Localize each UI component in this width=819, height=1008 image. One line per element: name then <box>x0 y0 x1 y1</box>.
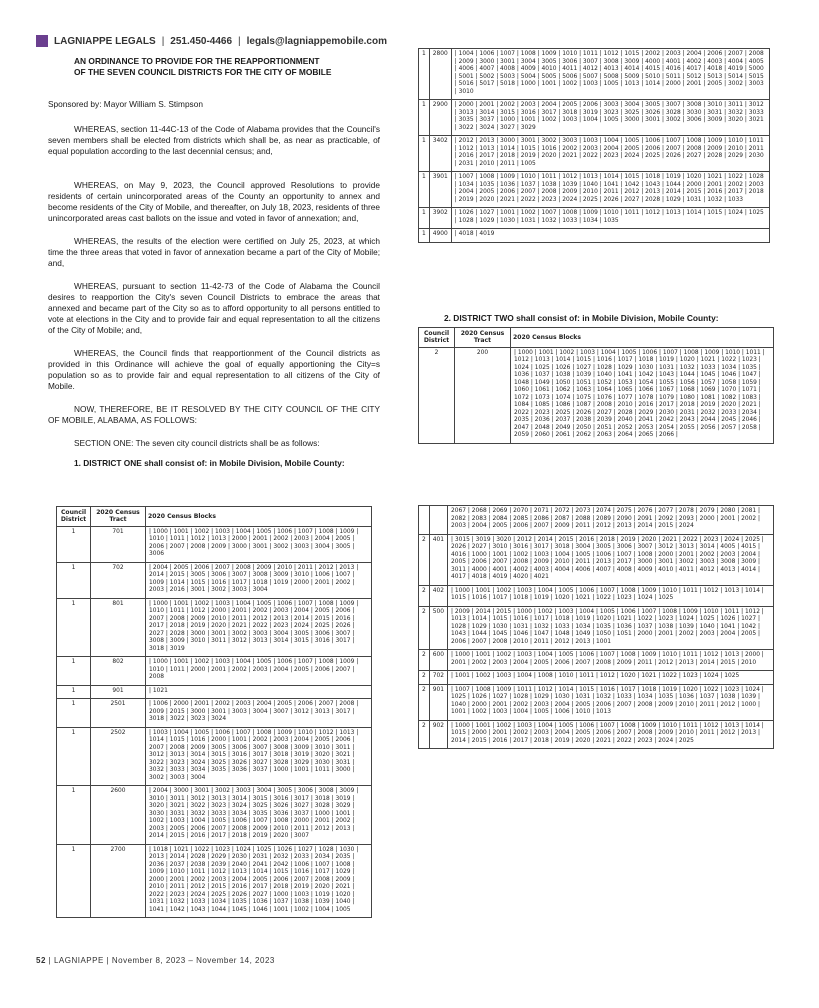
census-tract-cell: 2900 <box>429 100 451 136</box>
table-row <box>57 598 372 657</box>
council-district-cell: 1 <box>419 49 430 100</box>
council-district-cell: 1 <box>57 657 91 686</box>
district-two-table <box>418 327 774 444</box>
council-district-cell: 2 <box>419 650 430 671</box>
census-tract-cell: 4900 <box>429 229 451 243</box>
page-number: 52 <box>36 956 46 965</box>
census-tract-cell: 802 <box>91 657 146 686</box>
table-row <box>419 671 774 685</box>
header-council-district: Council District <box>419 328 455 348</box>
table-row <box>419 506 774 535</box>
census-tract-cell: 2501 <box>91 699 146 728</box>
page-header <box>36 34 387 48</box>
council-district-cell: 2 <box>419 671 430 685</box>
whereas-paragraph: WHEREAS, on May 9, 2023, the Council approved Resolutions to provide residents of certain unincorporated areas of the County an opportunity to annex and become residents of the City of Mobile, and thereafter, on July 18, 2023, residents of three unincorporated areas cast ballots on the issue and voted in favor of annexation; and, <box>48 180 380 223</box>
census-blocks-cell: | 1026 | 1027 | 1001 | 1002 | 1007 | 1008 | 1009 | 1010 | 1011 | 1012 | 1013 | 1014 | 1015 | 1024 | 1025 | 1028 | 1029 | 1030 | 1031 | 1032 | 1033 | 1034 | 1035 <box>451 208 769 229</box>
table-row <box>419 684 774 720</box>
table-row <box>57 526 372 562</box>
census-blocks-cell: | 2000 | 2001 | 2002 | 2003 | 2004 | 2005 | 2006 | 3003 | 3004 | 3005 | 3007 | 3008 | 3010 | 3011 | 3012 | 3013 | 3014 | 3015 | 3016 | 3017 | 3018 | 3019 | 3023 | 3025 | 3026 | 3028 | 3030 | 3031 | 3032 | 3033 | 3035 | 3037 | 1000 | 1001 | 1002 | 1003 | 1004 | 1005 | 3000 | 3001 | 3002 | 3006 | 3009 | 3020 | 3021 | 3022 | 3024 | 3027 | 3029 <box>451 100 769 136</box>
whereas-paragraph: WHEREAS, the Council finds that reapportionment of the Council districts as provided in this Ordinance will achieve the goal of equally apportioning the City=s population so as to provide fair and equal representation to all citizens of the City of Mobile. <box>48 348 380 391</box>
district-two-heading: 2. DISTRICT TWO shall consist of: in Mobile Division, Mobile County: <box>444 313 719 323</box>
header-census-tract: 2020 Census Tract <box>91 507 146 527</box>
table-row <box>57 727 372 786</box>
council-district-cell: 1 <box>57 844 91 918</box>
census-blocks-cell: | 1018 | 1021 | 1022 | 1023 | 1024 | 1025 | 1026 | 1027 | 1028 | 1030 | 2013 | 2014 | 2028 | 2029 | 2030 | 2031 | 2032 | 2033 | 2034 | 2035 | 2036 | 2037 | 2038 | 2039 | 2040 | 2041 | 2042 | 1006 | 1007 | 1008 | 1009 | 1010 | 1011 | 1012 | 1013 | 1014 | 1015 | 1016 | 1017 | 1029 | 2000 | 2001 | 2002 | 2003 | 2004 | 2005 | 2006 | 2007 | 2008 | 2009 | 2010 | 2011 | 2012 | 2015 | 2016 | 2017 | 2018 | 2019 | 2020 | 2021 | 2022 | 2023 | 2024 | 2025 | 2026 | 2027 | 1000 | 1003 | 1019 | 1020 | 1031 | 1032 | 1033 | 1034 | 1035 | 1036 | 1037 | 1038 | 1039 | 1040 | 1041 | 1042 | 1043 | 1044 | 1045 | 1046 | 1001 | 1002 | 1004 | 1005 <box>146 844 372 918</box>
whereas-paragraph: WHEREAS, the results of the election were certified on July 25, 2023, at which time the three areas that voted in favor of annexation became a part of the City of Mobile; and, <box>48 236 380 268</box>
table-row <box>419 136 770 172</box>
table-row <box>419 585 774 606</box>
footer-dates: November 8, 2023 – November 14, 2023 <box>111 956 275 965</box>
census-tract-cell: 402 <box>429 585 447 606</box>
census-tract-cell: 3901 <box>429 172 451 208</box>
council-district-cell: 1 <box>57 727 91 786</box>
census-tract-cell <box>429 506 447 535</box>
council-district-cell: 1 <box>419 172 430 208</box>
table-row <box>57 562 372 598</box>
census-blocks-cell: | 3015 | 3019 | 3020 | 2012 | 2014 | 2015 | 2016 | 2018 | 2019 | 2020 | 2021 | 2022 | 2023 | 2024 | 2025 | 2026 | 2027 | 3010 | 3016 | 3017 | 3018 | 3004 | 3005 | 3006 | 3007 | 3012 | 3013 | 3014 | 4005 | 4015 | 4016 | 1000 | 1001 | 1002 | 1003 | 1004 | 1005 | 1006 | 1007 | 1008 | 2000 | 2001 | 2002 | 2003 | 2004 | 2005 | 2006 | 2007 | 2008 | 2009 | 2010 | 2011 | 2013 | 2017 | 3000 | 3001 | 3002 | 3003 | 3008 | 3009 | 3011 | 4000 | 4001 | 4002 | 4003 | 4004 | 4006 | 4007 | 4008 | 4009 | 4010 | 4011 | 4012 | 4013 | 4014 | 4017 | 4018 | 4019 | 4020 | 4021 <box>448 534 774 585</box>
ordinance-title-line-1: AN ORDINANCE TO PROVIDE FOR THE REAPPORTIONMENT <box>74 56 320 66</box>
census-tract-cell: 801 <box>91 598 146 657</box>
council-district-cell: 2 <box>419 720 430 749</box>
council-district-cell: 2 <box>419 585 430 606</box>
district-one-table <box>56 506 372 918</box>
ordinance-title-line-2: OF THE SEVEN COUNCIL DISTRICTS FOR THE CITY OF MOBILE <box>74 67 332 77</box>
whereas-paragraph: WHEREAS, pursuant to section 11-42-73 of the Code of Alabama the Council desires to reapportion the City's seven Council Districts to embrace the areas that annexed and became part of the City so as to afford opportunity to all persons entitled to vote at elections in the City and to provide fair and equal representation to all the citizens of the City of Mobile; and, <box>48 281 380 335</box>
header-council-district: Council District <box>57 507 91 527</box>
census-tract-cell: 2700 <box>91 844 146 918</box>
council-district-cell: 2 <box>419 534 430 585</box>
district-one-heading: 1. DISTRICT ONE shall consist of: in Mobile Division, Mobile County: <box>74 458 345 468</box>
census-blocks-cell: | 1000 | 1001 | 1002 | 1003 | 1004 | 1005 | 1006 | 1007 | 1008 | 1009 | 1010 | 1011 | 1012 | 1013 | 2000 | 2001 | 2002 | 2003 | 2004 | 2005 | 2006 | 2007 | 2008 | 2009 | 3000 | 3001 | 3002 | 3003 | 3004 | 3005 | 3006 <box>146 526 372 562</box>
table-row <box>419 720 774 749</box>
census-blocks-cell: | 1003 | 1004 | 1005 | 1006 | 1007 | 1008 | 1009 | 1010 | 1012 | 1013 | 1014 | 1015 | 1016 | 2000 | 1001 | 2002 | 2003 | 2004 | 2005 | 2006 | 2007 | 2008 | 2009 | 3005 | 3006 | 3007 | 3008 | 3009 | 3010 | 3011 | 3012 | 3013 | 3014 | 3015 | 3016 | 3017 | 3018 | 3019 | 3020 | 3021 | 3022 | 3023 | 3024 | 3025 | 3026 | 3027 | 3028 | 3029 | 3030 | 3031 | 3032 | 3033 | 3034 | 3035 | 3036 | 3037 | 1000 | 1001 | 1011 | 3000 | 3002 | 3003 | 3004 <box>146 727 372 786</box>
table-row <box>57 786 372 845</box>
census-blocks-cell: | 1000 | 1001 | 1002 | 1003 | 1004 | 1005 | 1006 | 1007 | 1008 | 1009 | 1010 | 1011 | 1012 | 2000 | 2001 | 2002 | 2003 | 2004 | 2005 | 2006 | 2007 | 2008 | 2009 | 2010 | 2011 | 2012 | 2013 | 2014 | 2015 | 2016 | 2017 | 2018 | 2019 | 2020 | 2021 | 2022 | 2023 | 2024 | 2025 | 2026 | 2027 | 2028 | 3000 | 3001 | 3002 | 3003 | 3004 | 3005 | 3006 | 3007 | 3008 | 3009 | 3010 | 3011 | 3012 | 3013 | 3014 | 3015 | 3016 | 3017 | 3018 | 3019 <box>146 598 372 657</box>
table-row <box>57 657 372 686</box>
council-district-cell: 1 <box>419 208 430 229</box>
table-row <box>57 699 372 728</box>
header-email[interactable]: legals@lagniappemobile.com <box>246 35 387 47</box>
council-district-cell: 1 <box>57 598 91 657</box>
table-row <box>57 844 372 918</box>
census-blocks-cell: | 1000 | 1001 | 1002 | 1003 | 1004 | 1005 | 1006 | 1007 | 1008 | 1009 | 1010 | 1011 | 1012 | 1013 | 1014 | 1015 | 2000 | 2001 | 2002 | 2003 | 2004 | 2005 | 2006 | 2007 | 2008 | 2009 | 2010 | 2011 | 2012 | 2013 | 2014 | 2015 | 2016 | 2017 | 2018 | 2019 | 2020 | 2021 | 2022 | 2023 | 2024 | 2025 <box>448 720 774 749</box>
census-tract-cell: 901 <box>429 684 447 720</box>
census-tract-cell: 600 <box>429 650 447 671</box>
council-district-cell: 1 <box>419 136 430 172</box>
council-district-cell: 1 <box>419 100 430 136</box>
census-tract-cell: 401 <box>429 534 447 585</box>
council-district-cell: 2 <box>419 606 430 650</box>
table-row <box>419 100 770 136</box>
census-tract-cell: 701 <box>91 526 146 562</box>
footer-separator: | <box>48 956 54 965</box>
census-tract-cell: 901 <box>91 685 146 699</box>
resolved-paragraph: NOW, THEREFORE, BE IT RESOLVED BY THE CITY COUNCIL OF THE CITY OF MOBILE, ALABAMA, AS FOLLOWS: <box>48 404 380 425</box>
page-footer <box>36 956 275 965</box>
table-row <box>419 650 774 671</box>
census-tract-cell: 3402 <box>429 136 451 172</box>
census-blocks-cell: | 1004 | 1006 | 1007 | 1008 | 1009 | 1010 | 1011 | 1012 | 1015 | 2002 | 2003 | 2004 | 2006 | 2007 | 2008 | 2009 | 3000 | 3001 | 3004 | 3005 | 3006 | 3007 | 3008 | 3009 | 4000 | 4001 | 4002 | 4003 | 4004 | 4005 | 4006 | 4007 | 4008 | 4009 | 4010 | 4011 | 4012 | 4013 | 4014 | 4015 | 4016 | 4017 | 4018 | 4019 | 5000 | 5001 | 5002 | 5003 | 5004 | 5005 | 5006 | 5007 | 5008 | 5009 | 5010 | 5011 | 5012 | 5013 | 5014 | 5015 | 5016 | 5017 | 5018 | 1000 | 1001 | 1002 | 1003 | 1005 | 1013 | 1014 | 2000 | 2001 | 2005 | 3002 | 3003 | 3010 <box>451 49 769 100</box>
table-row <box>419 229 770 243</box>
census-tract-cell: 3902 <box>429 208 451 229</box>
census-tract-cell: 702 <box>91 562 146 598</box>
table-header-row <box>419 328 774 348</box>
council-district-cell: 1 <box>57 562 91 598</box>
census-tract-cell: 500 <box>429 606 447 650</box>
census-tract-cell: 902 <box>429 720 447 749</box>
header-census-tract: 2020 Census Tract <box>455 328 511 348</box>
sponsor-line: Sponsored by: Mayor William S. Stimpson <box>48 99 203 109</box>
census-tract-cell: 2502 <box>91 727 146 786</box>
header-phone: 251.450-4466 <box>170 35 233 47</box>
council-district-cell: 1 <box>57 685 91 699</box>
census-blocks-cell: | 1000 | 1001 | 1002 | 1003 | 1004 | 1005 | 1006 | 1007 | 1008 | 1009 | 1010 | 1011 | 1012 | 1013 | 1014 | 1015 | 1016 | 1017 | 1018 | 1019 | 1020 | 1021 | 1022 | 1023 | 1024 | 1025 <box>448 585 774 606</box>
table-row <box>419 347 774 443</box>
table-row <box>419 208 770 229</box>
table-row <box>419 49 770 100</box>
table-row <box>57 685 372 699</box>
section-one-line: SECTION ONE: The seven city council districts shall be as follows: <box>74 438 320 448</box>
census-blocks-cell: | 2004 | 3000 | 3001 | 3002 | 3003 | 3004 | 3005 | 3006 | 3008 | 3009 | 3010 | 3011 | 3012 | 3013 | 3014 | 3015 | 3016 | 3017 | 3018 | 3019 | 3020 | 3021 | 3022 | 3023 | 3024 | 3025 | 3026 | 3027 | 3028 | 3029 | 3030 | 3031 | 3032 | 3033 | 3034 | 3035 | 3036 | 3037 | 1000 | 1001 | 1002 | 1003 | 1004 | 1005 | 1006 | 1007 | 1008 | 2000 | 2001 | 2002 | 2003 | 2005 | 2006 | 2007 | 2008 | 2009 | 2010 | 2011 | 2012 | 2013 | 2014 | 2015 | 2016 | 2017 | 2018 | 2019 | 2020 | 3007 <box>146 786 372 845</box>
census-blocks-cell: | 4018 | 4019 <box>451 229 769 243</box>
council-district-cell: 1 <box>419 229 430 243</box>
census-tract-cell: 200 <box>455 347 511 443</box>
census-blocks-cell: | 1000 | 1001 | 1002 | 1003 | 1004 | 1005 | 1006 | 1007 | 1008 | 1009 | 1010 | 1011 | 1012 | 1013 | 1014 | 1015 | 1016 | 1017 | 1018 | 1019 | 1020 | 1021 | 1022 | 1023 | 1024 | 1025 | 1026 | 1027 | 1028 | 1029 | 1030 | 1031 | 1032 | 1033 | 1034 | 1035 | 1036 | 1037 | 1038 | 1039 | 1040 | 1041 | 1042 | 1043 | 1044 | 1045 | 1046 | 1047 | 1048 | 1049 | 1050 | 1051 | 1052 | 1053 | 1054 | 1055 | 1056 | 1057 | 1058 | 1059 | 1060 | 1061 | 1062 | 1063 | 1064 | 1065 | 1066 | 1067 | 1068 | 1069 | 1070 | 1071 | 1072 | 1073 | 1074 | 1075 | 1076 | 1077 | 1078 | 1079 | 1080 | 1081 | 1082 | 1083 | 1084 | 1085 | 1086 | 1087 | 2008 | 2010 | 2016 | 2017 | 2018 | 2019 | 2020 | 2021 | 2022 | 2023 | 2025 | 2026 | 2027 | 2028 | 2029 | 2030 | 2031 | 2032 | 2033 | 2034 | 2035 | 2036 | 2037 | 2038 | 2039 | 2040 | 2041 | 2042 | 2043 | 2044 | 2045 | 2046 | 2047 | 2048 | 2049 | 2050 | 2051 | 2052 | 2053 | 2054 | 2055 | 2056 | 2057 | 2058 | 2059 | 2060 | 2061 | 2062 | 2063 | 2064 | 2065 | 2066 | <box>511 347 774 443</box>
district-one-table-continued <box>418 48 770 243</box>
census-blocks-cell: | 1006 | 2000 | 2001 | 2002 | 2003 | 2004 | 2005 | 2006 | 2007 | 2008 | 2009 | 2015 | 3000 | 3001 | 3003 | 3004 | 3007 | 3012 | 3013 | 3017 | 3018 | 3022 | 3023 | 3024 <box>146 699 372 728</box>
publication-name: LAGNIAPPE LEGALS <box>54 35 156 47</box>
council-district-cell: 1 <box>57 526 91 562</box>
header-separator: | <box>238 35 241 47</box>
census-blocks-cell: | 2004 | 2005 | 2006 | 2007 | 2008 | 2009 | 2010 | 2011 | 2012 | 2013 | 2014 | 2015 | 3005 | 3006 | 3007 | 3008 | 3009 | 3010 | 1006 | 1007 | 1009 | 1014 | 1015 | 1016 | 1017 | 1018 | 1019 | 2000 | 2001 | 2002 | 2003 | 2016 | 3001 | 3002 | 3003 | 3004 <box>146 562 372 598</box>
census-blocks-cell: | 1021 <box>146 685 372 699</box>
header-census-blocks: 2020 Census Blocks <box>146 507 372 527</box>
council-district-cell: 2 <box>419 684 430 720</box>
header-census-blocks: 2020 Census Blocks <box>511 328 774 348</box>
ordinance-text <box>48 56 380 469</box>
table-row <box>419 606 774 650</box>
census-blocks-cell: 2067 | 2068 | 2069 | 2070 | 2071 | 2072 | 2073 | 2074 | 2075 | 2076 | 2077 | 2078 | 2079 | 2080 | 2081 | 2082 | 2083 | 2084 | 2085 | 2086 | 2087 | 2088 | 2089 | 2090 | 2091 | 2092 | 2093 | 2000 | 2001 | 2002 | 2003 | 2004 | 2005 | 2006 | 2007 | 2009 | 2011 | 2012 | 2013 | 2014 | 2015 | 2024 <box>448 506 774 535</box>
census-blocks-cell: | 1001 | 1002 | 1003 | 1004 | 1008 | 1010 | 1011 | 1012 | 1020 | 1021 | 1022 | 1023 | 1024 | 1025 <box>448 671 774 685</box>
census-blocks-cell: | 1007 | 1008 | 1009 | 1011 | 1012 | 1014 | 1015 | 1016 | 1017 | 1018 | 1019 | 1020 | 1022 | 1023 | 1024 | 1025 | 1026 | 1027 | 1028 | 1029 | 1030 | 1031 | 1032 | 1033 | 1034 | 1035 | 1036 | 1037 | 1038 | 1039 | 1040 | 2000 | 2001 | 2002 | 2003 | 2004 | 2005 | 2006 | 2007 | 2008 | 2009 | 2010 | 2011 | 2012 | 1000 | 1001 | 1002 | 1003 | 1004 | 1005 | 1006 | 1010 | 1013 <box>448 684 774 720</box>
table-header-row <box>57 507 372 527</box>
council-district-cell <box>419 506 430 535</box>
district-two-table-continued <box>418 505 774 749</box>
header-separator: | <box>161 35 165 47</box>
census-tract-cell: 2800 <box>429 49 451 100</box>
council-district-cell: 1 <box>57 699 91 728</box>
table-row <box>419 172 770 208</box>
brand-square-icon <box>36 35 48 47</box>
council-district-cell: 2 <box>419 347 455 443</box>
census-tract-cell: 2600 <box>91 786 146 845</box>
census-tract-cell: 702 <box>429 671 447 685</box>
table-row <box>419 534 774 585</box>
footer-separator: | <box>106 956 112 965</box>
footer-publication: LAGNIAPPE <box>53 956 104 965</box>
census-blocks-cell: | 2012 | 2013 | 3000 | 3001 | 3002 | 3003 | 1003 | 1004 | 1005 | 1006 | 1007 | 1008 | 1009 | 1010 | 1011 | 1012 | 1013 | 1014 | 1015 | 1016 | 2002 | 2003 | 2004 | 2005 | 2006 | 2007 | 2008 | 2009 | 2010 | 2011 | 2016 | 2017 | 2018 | 2019 | 2020 | 2021 | 2022 | 2023 | 2024 | 2025 | 2026 | 2027 | 2028 | 2029 | 2030 | 2031 | 2010 | 2011 | 1005 <box>451 136 769 172</box>
census-blocks-cell: | 1007 | 1008 | 1009 | 1010 | 1011 | 1012 | 1013 | 1014 | 1015 | 1018 | 1019 | 1020 | 1021 | 1022 | 1028 | 1034 | 1035 | 1036 | 1037 | 1038 | 1039 | 1040 | 1041 | 1042 | 1043 | 1044 | 2000 | 2001 | 2002 | 2003 | 2004 | 2005 | 2006 | 2007 | 2008 | 2009 | 2010 | 2011 | 2012 | 2013 | 2014 | 2015 | 2016 | 2017 | 2018 | 2019 | 2020 | 2021 | 2022 | 2023 | 2024 | 2025 | 2026 | 2027 | 2028 | 1029 | 1031 | 1032 | 1033 <box>451 172 769 208</box>
census-blocks-cell: | 1000 | 1001 | 1002 | 1003 | 1004 | 1005 | 1006 | 1007 | 1008 | 1009 | 1010 | 1011 | 2000 | 2001 | 2002 | 2003 | 2004 | 2005 | 2006 | 2007 | 2008 <box>146 657 372 686</box>
whereas-paragraph: WHEREAS, section 11-44C-13 of the Code of Alabama provides that the Council's seven members shall be elected from districts which shall be, as near as practicable, of equal population according to the last decennial census; and, <box>48 124 380 156</box>
council-district-cell: 1 <box>57 786 91 845</box>
census-blocks-cell: | 1000 | 1001 | 1002 | 1003 | 1004 | 1005 | 1006 | 1007 | 1008 | 1009 | 1010 | 1011 | 1012 | 1013 | 2000 | 2001 | 2002 | 2003 | 2004 | 2005 | 2006 | 2007 | 2008 | 2009 | 2011 | 2012 | 2013 | 2014 | 2015 | 2010 <box>448 650 774 671</box>
census-blocks-cell: | 2009 | 2014 | 2015 | 1000 | 1002 | 1003 | 1004 | 1005 | 1006 | 1007 | 1008 | 1009 | 1010 | 1011 | 1012 | 1013 | 1014 | 1015 | 1016 | 1017 | 1018 | 1019 | 1020 | 1021 | 1022 | 1023 | 1024 | 1025 | 1026 | 1027 | 1028 | 1029 | 1030 | 1031 | 1032 | 1033 | 1034 | 1035 | 1036 | 1037 | 1038 | 1039 | 1040 | 1041 | 1042 | 1043 | 1044 | 1045 | 1046 | 1047 | 1048 | 1049 | 1050 | 1051 | 2000 | 2001 | 2002 | 2003 | 2004 | 2005 | 2006 | 2007 | 2008 | 2010 | 2011 | 2012 | 2013 | 1001 <box>448 606 774 650</box>
